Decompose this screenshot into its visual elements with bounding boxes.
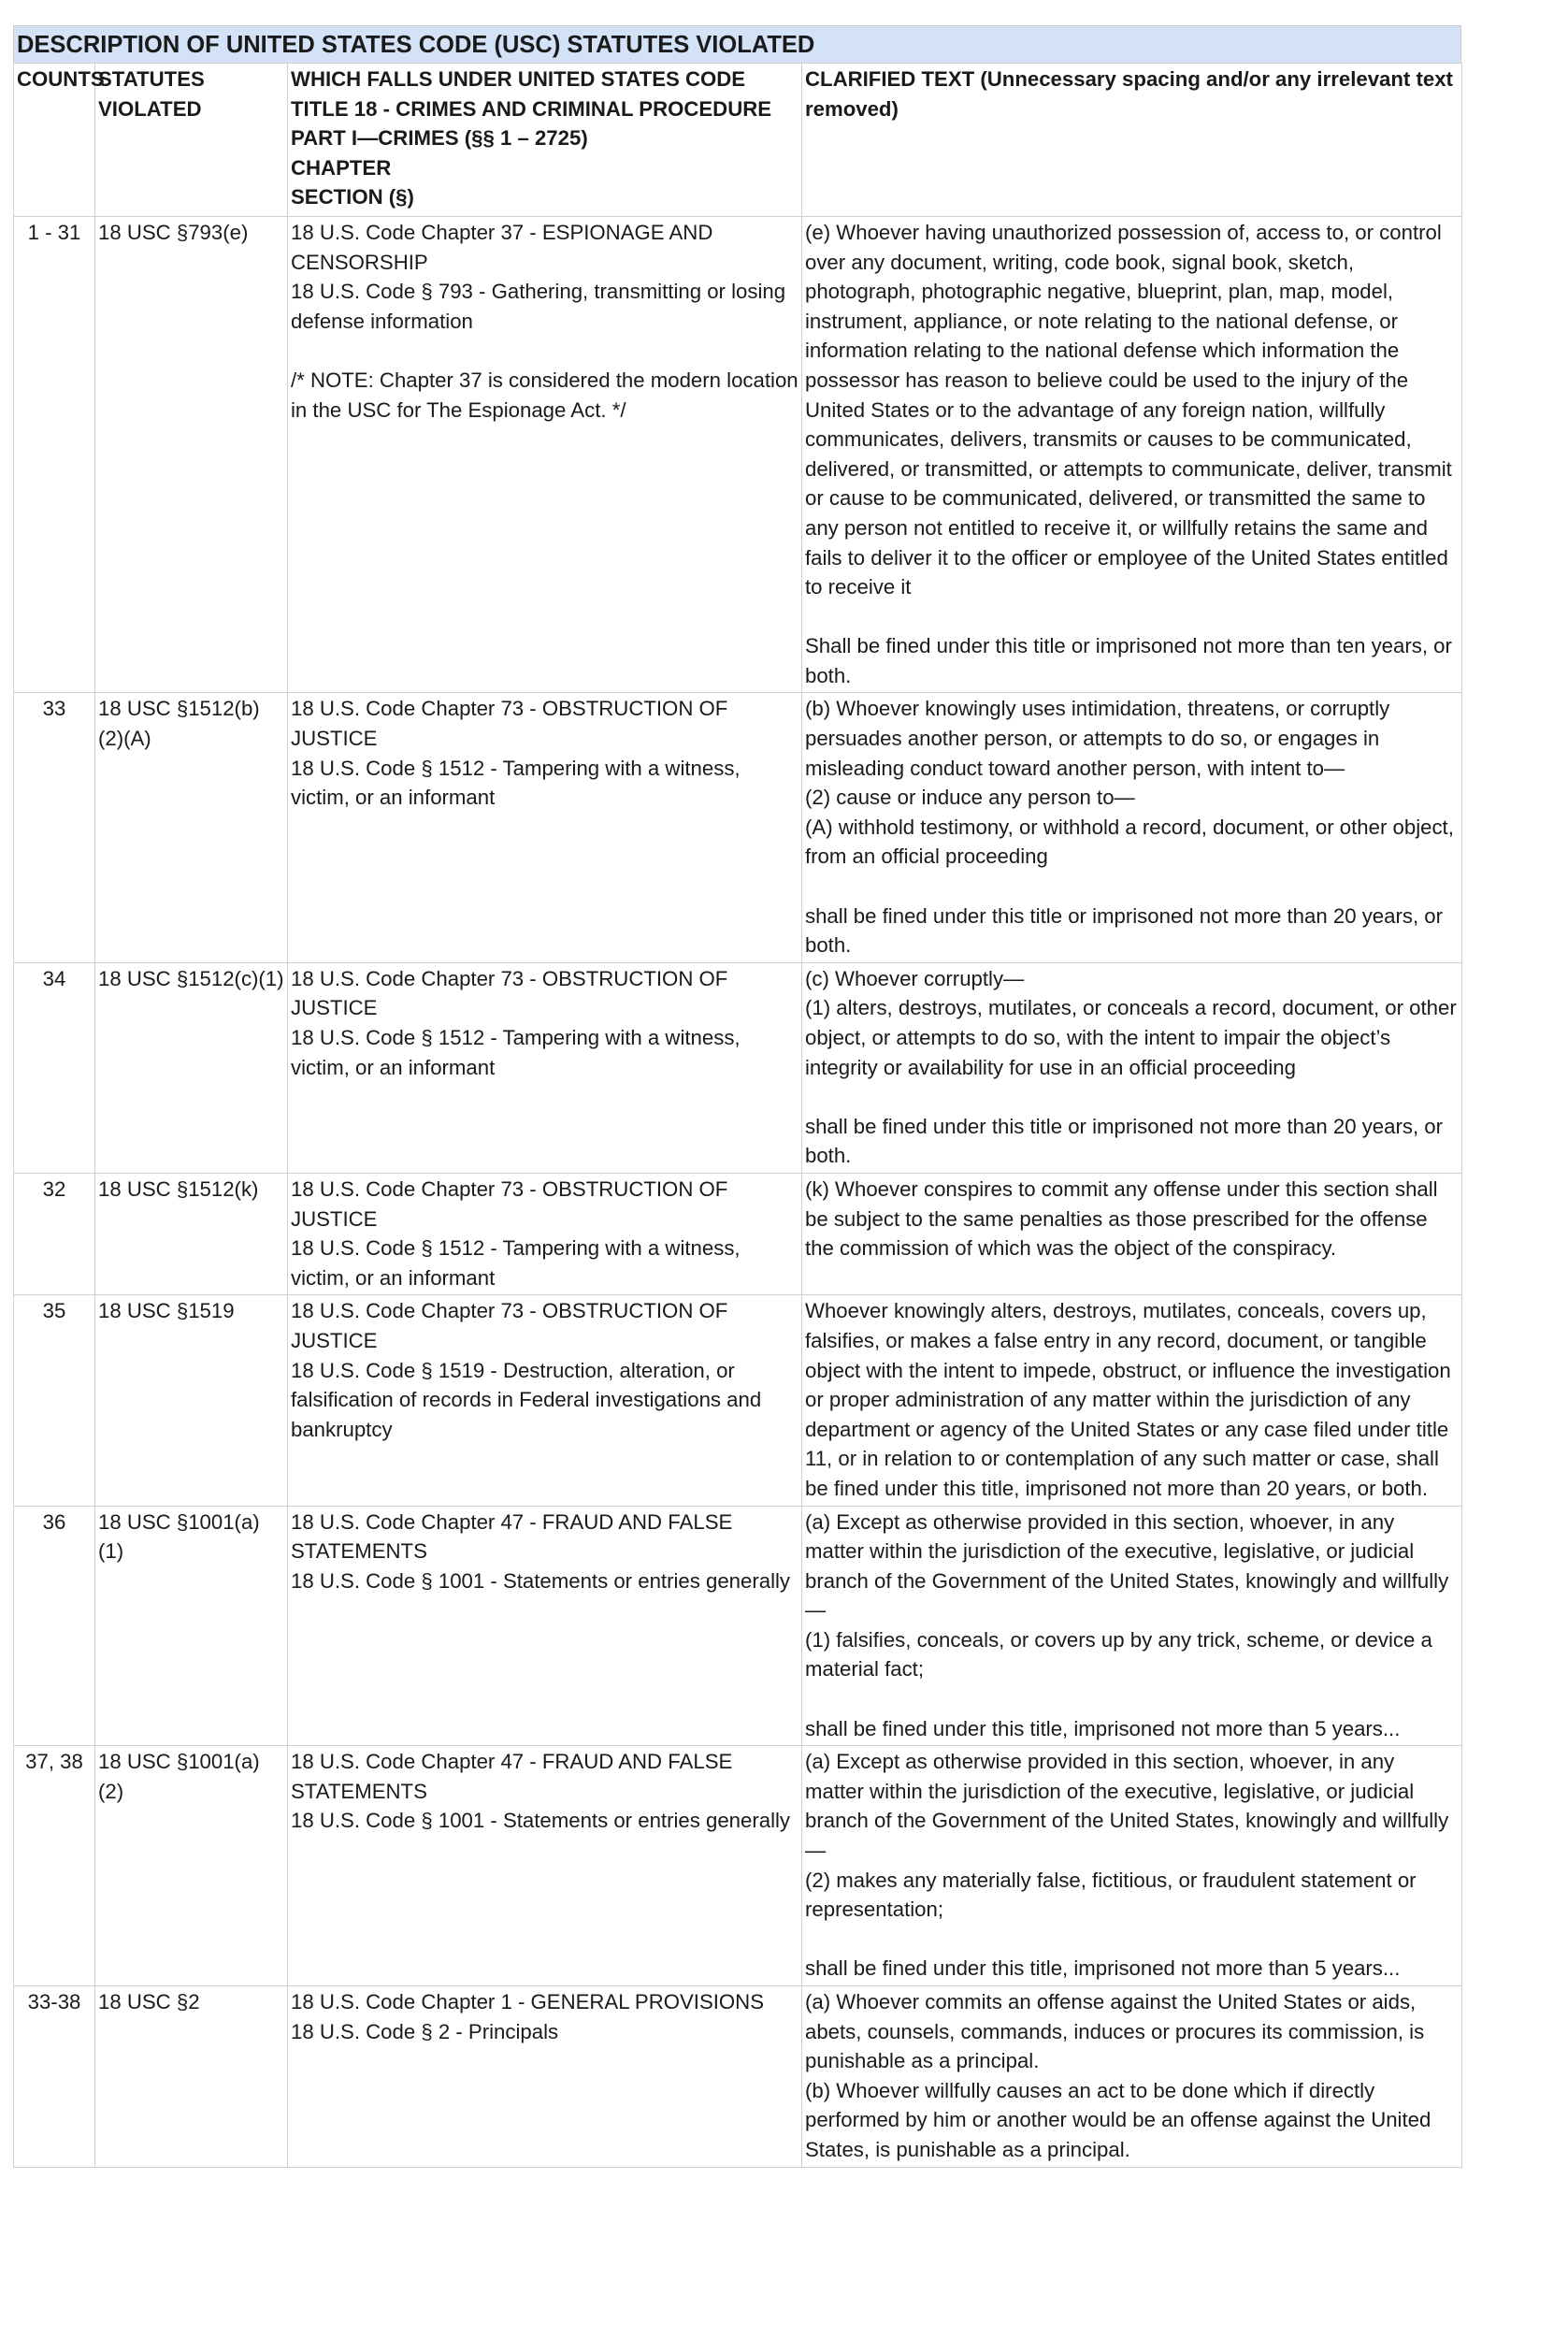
table-row — [14, 1746, 1462, 1986]
cell-clarified-text: (c) Whoever corruptly— (1) alters, destroys, mutilates, or conceals a record, document, or other object, or attempts to do so, with the intent to impair the object’s integrity or availability for use in an official proceeding shall be fined under this title or imprisoned not more than 20 years, or both. — [802, 962, 1462, 1173]
cell-falls-under: 18 U.S. Code Chapter 73 - OBSTRUCTION OF JUSTICE 18 U.S. Code § 1512 - Tampering with a witness, victim, or an informant — [288, 962, 802, 1173]
cell-clarified-text: (e) Whoever having unauthorized possession of, access to, or control over any document, writing, code book, signal book, sketch, photograph, photographic negative, blueprint, plan, map, model, instrument, appliance, or note relating to the national defense, or information relating to the national defense which information the possessor has reason to believe could be used to the injury of the United States or to the advantage of any foreign nation, willfully communicates, delivers, transmits or causes to be communicated, delivered, or transmitted, or attempts to communicate, deliver, transmit or cause to be communicated, delivered, or transmitted the same to any person not entitled to receive it, or willfully retains the same and fails to deliver it to the officer or employee of the United States entitled to receive it Shall be fined under this title or imprisoned not more than ten years, or both. — [802, 216, 1462, 693]
cell-counts: 37, 38 — [14, 1746, 95, 1986]
cell-falls-under: 18 U.S. Code Chapter 73 - OBSTRUCTION OF JUSTICE 18 U.S. Code § 1519 - Destruction, alteration, or falsification of records in Federal investigations and bankruptcy — [288, 1295, 802, 1506]
cell-falls-under: 18 U.S. Code Chapter 1 - GENERAL PROVISIONS 18 U.S. Code § 2 - Principals — [288, 1986, 802, 2168]
cell-counts: 32 — [14, 1173, 95, 1294]
table-title: DESCRIPTION OF UNITED STATES CODE (USC) STATUTES VIOLATED — [13, 25, 1461, 63]
cell-clarified-text: (a) Whoever commits an offense against the United States or aids, abets, counsels, commands, induces or procures its commission, is punishable as a principal. (b) Whoever willfully causes an act to be done which if directly performed by him or another would be an offense against the United States, is punishable as a principal. — [802, 1986, 1462, 2168]
cell-statute: 18 USC §1519 — [95, 1295, 288, 1506]
cell-falls-under: 18 U.S. Code Chapter 47 - FRAUD AND FALSE STATEMENTS 18 U.S. Code § 1001 - Statements or entries generally — [288, 1746, 802, 1986]
cell-statute: 18 USC §1512(b)(2)(A) — [95, 693, 288, 962]
table-row — [14, 1986, 1462, 2168]
cell-counts: 36 — [14, 1506, 95, 1746]
table-row — [14, 1506, 1462, 1746]
header-clarified-text: CLARIFIED TEXT (Unnecessary spacing and/or any irrelevant text removed) — [802, 64, 1462, 217]
table-row — [14, 216, 1462, 693]
cell-falls-under: 18 U.S. Code Chapter 73 - OBSTRUCTION OF JUSTICE 18 U.S. Code § 1512 - Tampering with a witness, victim, or an informant — [288, 1173, 802, 1294]
statutes-table — [13, 63, 1462, 2168]
cell-falls-under: 18 U.S. Code Chapter 47 - FRAUD AND FALSE STATEMENTS 18 U.S. Code § 1001 - Statements or entries generally — [288, 1506, 802, 1746]
cell-counts: 1 - 31 — [14, 216, 95, 693]
cell-statute: 18 USC §1512(c)(1) — [95, 962, 288, 1173]
cell-counts: 34 — [14, 962, 95, 1173]
cell-counts: 35 — [14, 1295, 95, 1506]
cell-falls-under: 18 U.S. Code Chapter 73 - OBSTRUCTION OF JUSTICE 18 U.S. Code § 1512 - Tampering with a witness, victim, or an informant — [288, 693, 802, 962]
cell-statute: 18 USC §793(e) — [95, 216, 288, 693]
header-statutes-violated: STATUTES VIOLATED — [95, 64, 288, 217]
table-row — [14, 1173, 1462, 1294]
cell-statute: 18 USC §2 — [95, 1986, 288, 2168]
cell-statute: 18 USC §1001(a)(2) — [95, 1746, 288, 1986]
cell-clarified-text: (b) Whoever knowingly uses intimidation, threatens, or corruptly persuades another person, or attempts to do so, or engages in misleading conduct toward another person, with intent to— (2) cause or induce any person to— (A) withhold testimony, or withhold a record, document, or other object, from an official proceeding shall be fined under this title or imprisoned not more than 20 years, or both. — [802, 693, 1462, 962]
header-falls-under: WHICH FALLS UNDER UNITED STATES CODE TITLE 18 - CRIMES AND CRIMINAL PROCEDURE PART I—CRIMES (§§ 1 – 2725) CHAPTER SECTION (§) — [288, 64, 802, 217]
table-body — [14, 216, 1462, 2167]
table-row — [14, 693, 1462, 962]
table-row — [14, 1295, 1462, 1506]
cell-clarified-text: (k) Whoever conspires to commit any offense under this section shall be subject to the same penalties as those prescribed for the offense the commission of which was the object of the conspiracy. — [802, 1173, 1462, 1294]
statutes-sheet — [13, 25, 1461, 2168]
cell-statute: 18 USC §1512(k) — [95, 1173, 288, 1294]
cell-falls-under: 18 U.S. Code Chapter 37 - ESPIONAGE AND CENSORSHIP 18 U.S. Code § 793 - Gathering, transmitting or losing defense information /* NOTE: Chapter 37 is considered the modern location in the USC for The Espionage Act. */ — [288, 216, 802, 693]
table-header — [14, 64, 1462, 217]
cell-statute: 18 USC §1001(a)(1) — [95, 1506, 288, 1746]
header-counts: COUNTS — [14, 64, 95, 217]
cell-clarified-text: Whoever knowingly alters, destroys, mutilates, conceals, covers up, falsifies, or makes a false entry in any record, document, or tangible object with the intent to impede, obstruct, or influence the investigation or proper administration of any matter within the jurisdiction of any department or agency of the United States or any case filed under title 11, or in relation to or contemplation of any such matter or case, shall be fined under this title, imprisoned not more than 20 years, or both. — [802, 1295, 1462, 1506]
cell-clarified-text: (a) Except as otherwise provided in this section, whoever, in any matter within the jurisdiction of the executive, legislative, or judicial branch of the Government of the United States, knowingly and willfully— (2) makes any materially false, fictitious, or fraudulent statement or representation; shall be fined under this title, imprisoned not more than 5 years... — [802, 1746, 1462, 1986]
cell-counts: 33-38 — [14, 1986, 95, 2168]
cell-counts: 33 — [14, 693, 95, 962]
cell-clarified-text: (a) Except as otherwise provided in this section, whoever, in any matter within the jurisdiction of the executive, legislative, or judicial branch of the Government of the United States, knowingly and willfully— (1) falsifies, conceals, or covers up by any trick, scheme, or device a material fact; shall be fined under this title, imprisoned not more than 5 years... — [802, 1506, 1462, 1746]
header-row — [14, 64, 1462, 217]
table-row — [14, 962, 1462, 1173]
